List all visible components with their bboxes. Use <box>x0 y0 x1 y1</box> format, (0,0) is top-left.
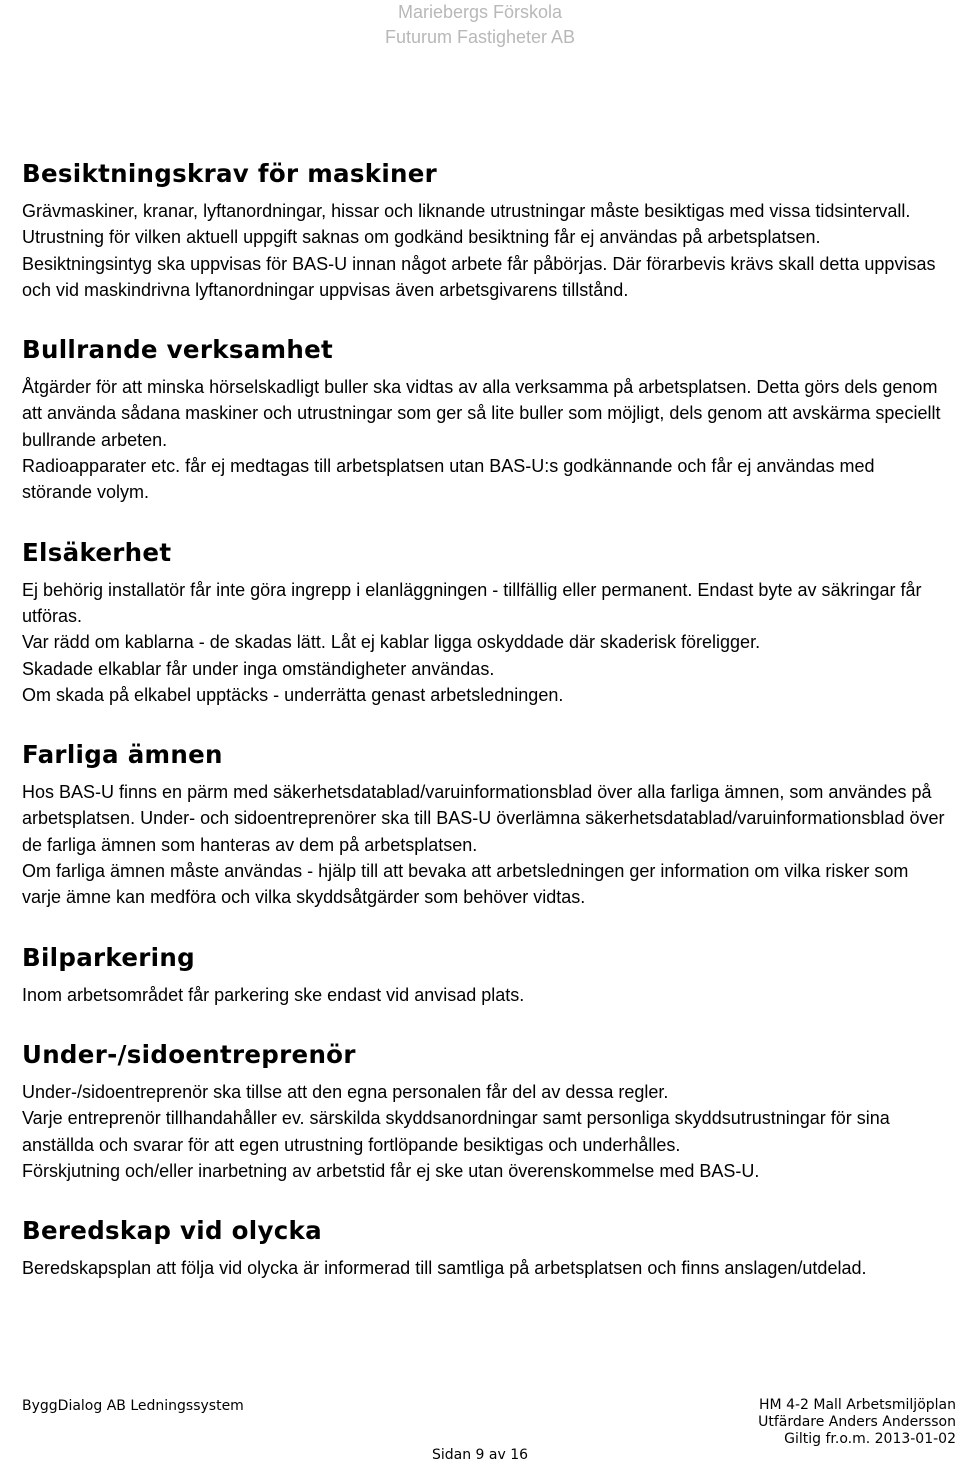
section-heading: Under-/sidoentreprenör <box>22 1039 356 1069</box>
page-header <box>0 0 960 50</box>
paragraph: Om farliga ämnen måste användas - hjälp till att bevaka att arbetsledningen ger information om vilka risker som varje ämne kan medföra och vilka skyddsåtgärder som behöver vidtas. <box>22 861 909 908</box>
section-bullrande-verksamhet <box>22 334 947 505</box>
section-heading: Bullrande verksamhet <box>22 335 334 365</box>
paragraph: Grävmaskiner, kranar, lyftanordningar, hissar och liknande utrustningar måste besiktigas med vissa tidsintervall. <box>22 201 911 221</box>
section-under-sidoentreprenor <box>22 1039 947 1184</box>
header-company-name: Futurum Fastigheter AB <box>384 27 576 47</box>
section-heading: Farliga ämnen <box>22 740 223 770</box>
paragraph: Beredskapsplan att följa vid olycka är informerad till samtliga på arbetsplatsen och finns anslagen/utdelad. <box>22 1258 867 1279</box>
section-heading: Elsäkerhet <box>22 537 172 567</box>
section-heading: Besiktningskrav för maskiner <box>22 159 438 188</box>
paragraph: Varje entreprenör tillhandahåller ev. särskilda skyddsanordningar samt personliga skyddsutrustningar för sina anställda och svarar för att egen utrustning fortlöpande besiktigas och underhålles. <box>22 1108 890 1155</box>
paragraph: Utrustning för vilken aktuell uppgift saknas om godkänd besiktning får ej användas på arbetsplatsen. <box>22 227 821 248</box>
page-number: Sidan 9 av 16 <box>431 1447 529 1463</box>
header-school-name: Mariebergs Förskola <box>397 2 563 22</box>
paragraph: Åtgärder för att minska hörselskadligt buller ska vidtas av alla verksamma på arbetsplatsen. Detta görs dels genom att använda sådana maskiner och utrustningar som ger så lite buller som möjligt, dels genom att avskärma speciellt bullrande arbeten. <box>22 377 941 450</box>
footer-valid-from: Giltig fr.o.m. 2013-01-02 <box>784 1431 956 1447</box>
paragraph: Besiktningsintyg ska uppvisas för BAS-U innan något arbete får påbörjas. Där förarbevis krävs skall detta uppvisas och vid maskindrivna lyftanordningar uppvisas även arbetsgivarens tillstånd. <box>22 253 936 300</box>
footer-issuer: Utfärdare Anders Andersson <box>758 1414 956 1430</box>
section-elsakerhet <box>22 537 947 708</box>
paragraph: Var rädd om kablarna - de skadas lätt. Låt ej kablar ligga oskyddade där skaderisk föreligger. <box>22 632 761 653</box>
section-beredskap-vid-olycka <box>22 1215 947 1281</box>
section-heading: Bilparkering <box>22 942 195 972</box>
paragraph: Om skada på elkabel upptäcks - underrätta genast arbetsledningen. <box>22 684 564 705</box>
section-farliga-amnen <box>22 739 947 910</box>
paragraph: Hos BAS-U finns en pärm med säkerhetsdatablad/varuinformationsblad över alla farliga ämnen, som användes på arbetsplatsen. Under- och sidoentreprenörer ska till BAS-U överlämna säkerhetsdatablad/varuinformationsblad över de farliga ämnen som hanteras av dem på arbetsplatsen. <box>22 782 945 855</box>
section-heading: Beredskap vid olycka <box>22 1216 322 1246</box>
paragraph: Förskjutning och/eller inarbetning av arbetstid får ej ske utan överenskommelse med BAS-U. <box>22 1160 760 1181</box>
footer-system-name: ByggDialog AB Ledningssystem <box>22 1398 244 1414</box>
section-besiktningskrav <box>22 158 947 303</box>
paragraph: Ej behörig installatör får inte göra ingrepp i elanläggningen - tillfällig eller permanent. Endast byte av säkringar får utföras. <box>22 579 922 626</box>
footer-document-info <box>758 1397 956 1448</box>
section-bilparkering <box>22 942 947 1008</box>
footer-document-id: HM 4-2 Mall Arbetsmiljöplan <box>759 1397 956 1413</box>
paragraph: Inom arbetsområdet får parkering ske endast vid anvisad plats. <box>22 984 525 1005</box>
paragraph: Skadade elkablar får under inga omständigheter användas. <box>22 658 495 679</box>
paragraph: Under-/sidoentreprenör ska tillse att den egna personalen får del av dessa regler. <box>22 1081 669 1102</box>
paragraph: Radioapparater etc. får ej medtagas till arbetsplatsen utan BAS-U:s godkännande och får ej användas med störande volym. <box>22 456 875 503</box>
document-body <box>22 158 947 1312</box>
